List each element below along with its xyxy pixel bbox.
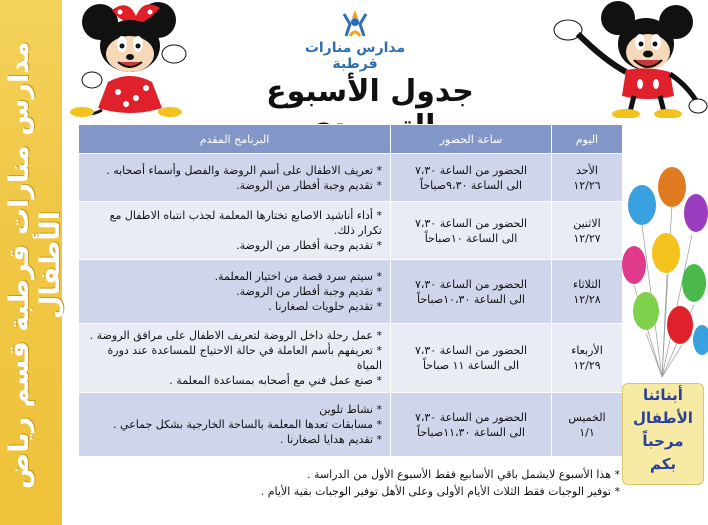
attendance-cell — [391, 393, 552, 457]
school-logo-icon — [300, 6, 410, 42]
program-cell — [79, 202, 391, 260]
day-date: ١٢/٢٨ — [573, 292, 601, 306]
table-row — [79, 202, 623, 260]
schedule-table — [78, 124, 623, 457]
table-row — [79, 393, 623, 457]
program-cell — [79, 154, 391, 202]
day-cell — [552, 154, 623, 202]
attendance-to: الى الساعة ٩،٣٠صباحاً — [419, 178, 523, 192]
attendance-from: الحضور من الساعة ٧،٣٠ — [414, 277, 528, 291]
attendance-to: الى الساعة ١١ صباحاً — [422, 359, 520, 372]
welcome-line: أبنائنا — [643, 386, 683, 404]
header-day: اليوم — [552, 125, 623, 154]
day-name: الأحد — [576, 163, 598, 177]
day-date: ١٢/٢٦ — [573, 178, 601, 192]
table-row — [79, 260, 623, 324]
table-header-row — [79, 125, 623, 154]
day-cell — [552, 324, 623, 393]
attendance-from: الحضور من الساعة ٧،٣٠ — [414, 163, 528, 177]
page-title: جدول الأسبوع — [266, 74, 474, 109]
header-program: البرنامج المقدم — [79, 125, 391, 154]
program-item: * تعريفهم بأسم العاملة في حالة الاحتياج للمساعدة عند دورة المياة — [107, 344, 382, 372]
program-item: * نشاط تلوين — [319, 403, 382, 416]
side-banner — [0, 0, 66, 525]
attendance-cell — [391, 154, 552, 202]
attendance-cell — [391, 202, 552, 260]
attendance-from: الحضور من الساعة ٧،٣٠ — [414, 344, 528, 357]
table-row — [79, 154, 623, 202]
day-cell — [552, 393, 623, 457]
attendance-to: الى الساعة ١٠صباحاً — [424, 231, 518, 245]
program-cell — [79, 393, 391, 457]
note-item: * توفير الوجبات فقط الثلاث الأيام الأولى وعلى الأهل توفير الوجبات بقية الأيام . — [260, 485, 620, 498]
day-cell — [552, 260, 623, 324]
day-cell — [552, 202, 623, 260]
program-item: * تقديم وجبة أفطار من الروضة. — [236, 239, 382, 252]
program-item: * تقديم وجبة أفطار من الروضة. — [236, 285, 382, 298]
mickey-mouse-illustration — [548, 0, 708, 118]
school-logo — [300, 6, 410, 72]
program-item: * تقديم هدايا لصغارنا . — [279, 433, 382, 446]
program-cell — [79, 260, 391, 324]
header-attendance: ساعة الحضور — [391, 125, 552, 154]
program-item: * سيتم سرد قصة من اختيار المعلمة. — [214, 270, 382, 283]
program-item: * أداء أناشيد الاصابع تختارها المعلمة لجذب انتباه الاطفال مع تكرار ذلك. — [109, 209, 382, 237]
side-banner-text: مدارس منارات قرطبة قسم رياض الأطفال — [4, 41, 66, 489]
school-logo-text: مدارس منارات قرطبة — [304, 40, 406, 72]
attendance-to: الى الساعة ١١،٣٠صباحاً — [417, 425, 525, 439]
balloons-illustration — [622, 165, 708, 380]
table-row — [79, 324, 623, 393]
welcome-line: الأطفال — [633, 409, 693, 427]
day-date: ١٢/٢٩ — [573, 359, 601, 372]
day-name: الثلاثاء — [573, 277, 601, 291]
notes — [90, 466, 620, 500]
program-item: * صنع عمل فني مع أصحابه بمساعدة المعلمة . — [169, 374, 382, 387]
program-item: * مسابقات تعدها المعلمة بالساحة الخارجية بشكل جماعي . — [113, 418, 382, 431]
program-cell — [79, 324, 391, 393]
program-item: * تقديم وجبة أفطار من الروضة. — [236, 178, 382, 192]
day-name: الاثنين — [573, 216, 601, 230]
day-name: الأربعاء — [571, 344, 603, 357]
attendance-from: الحضور من الساعة ٧،٣٠ — [414, 216, 528, 230]
welcome-line: بكم — [649, 455, 677, 473]
attendance-from: الحضور من الساعة ٧،٣٠ — [414, 410, 528, 424]
attendance-to: الى الساعة ١٠،٣٠صباحاً — [417, 292, 525, 306]
attendance-cell — [391, 260, 552, 324]
day-name: الخميس — [568, 410, 606, 424]
note-item: * هذا الأسبوع لايشمل باقي الأسابيع فقط الأسبوع الأول من الدراسة . — [307, 468, 620, 481]
day-date: ١٢/٢٧ — [573, 231, 601, 245]
program-item: * تعريف الاطفال على أسم الروضة والفصل وأسماء أصحابه . — [106, 163, 382, 177]
program-item: * تقديم حلويات لصغارنا . — [268, 300, 382, 313]
welcome-box — [622, 383, 704, 485]
minnie-mouse-illustration — [62, 0, 200, 118]
attendance-cell — [391, 324, 552, 393]
welcome-line: مرحباً — [642, 432, 684, 450]
program-item: * عمل رحلة داخل الروضة لتعريف الاطفال على مرافق الروضة . — [89, 329, 382, 342]
day-date: ١/١ — [579, 425, 595, 439]
